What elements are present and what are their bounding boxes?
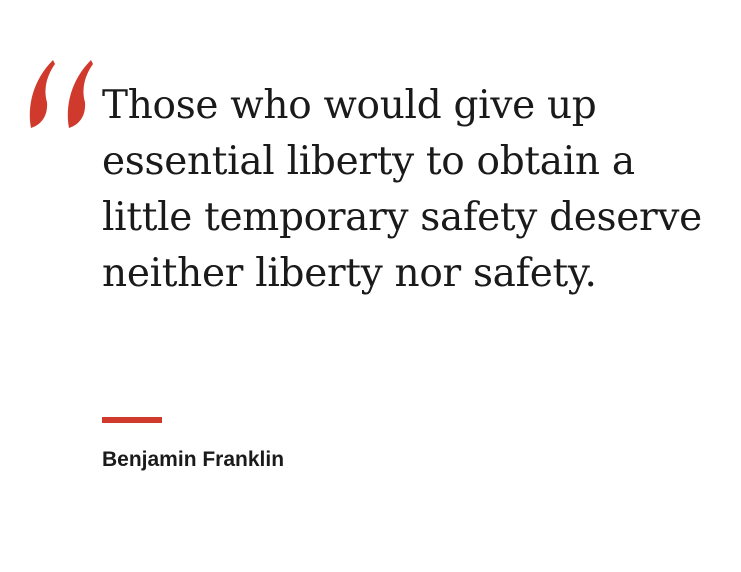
quote-text: Those who would give up essential liberty to obtain a little temporary safety deserve neither liberty nor safety. [102,83,702,296]
open-quote-icon [17,58,97,130]
quote-author: Benjamin Franklin [102,448,285,471]
accent-divider [102,417,162,423]
